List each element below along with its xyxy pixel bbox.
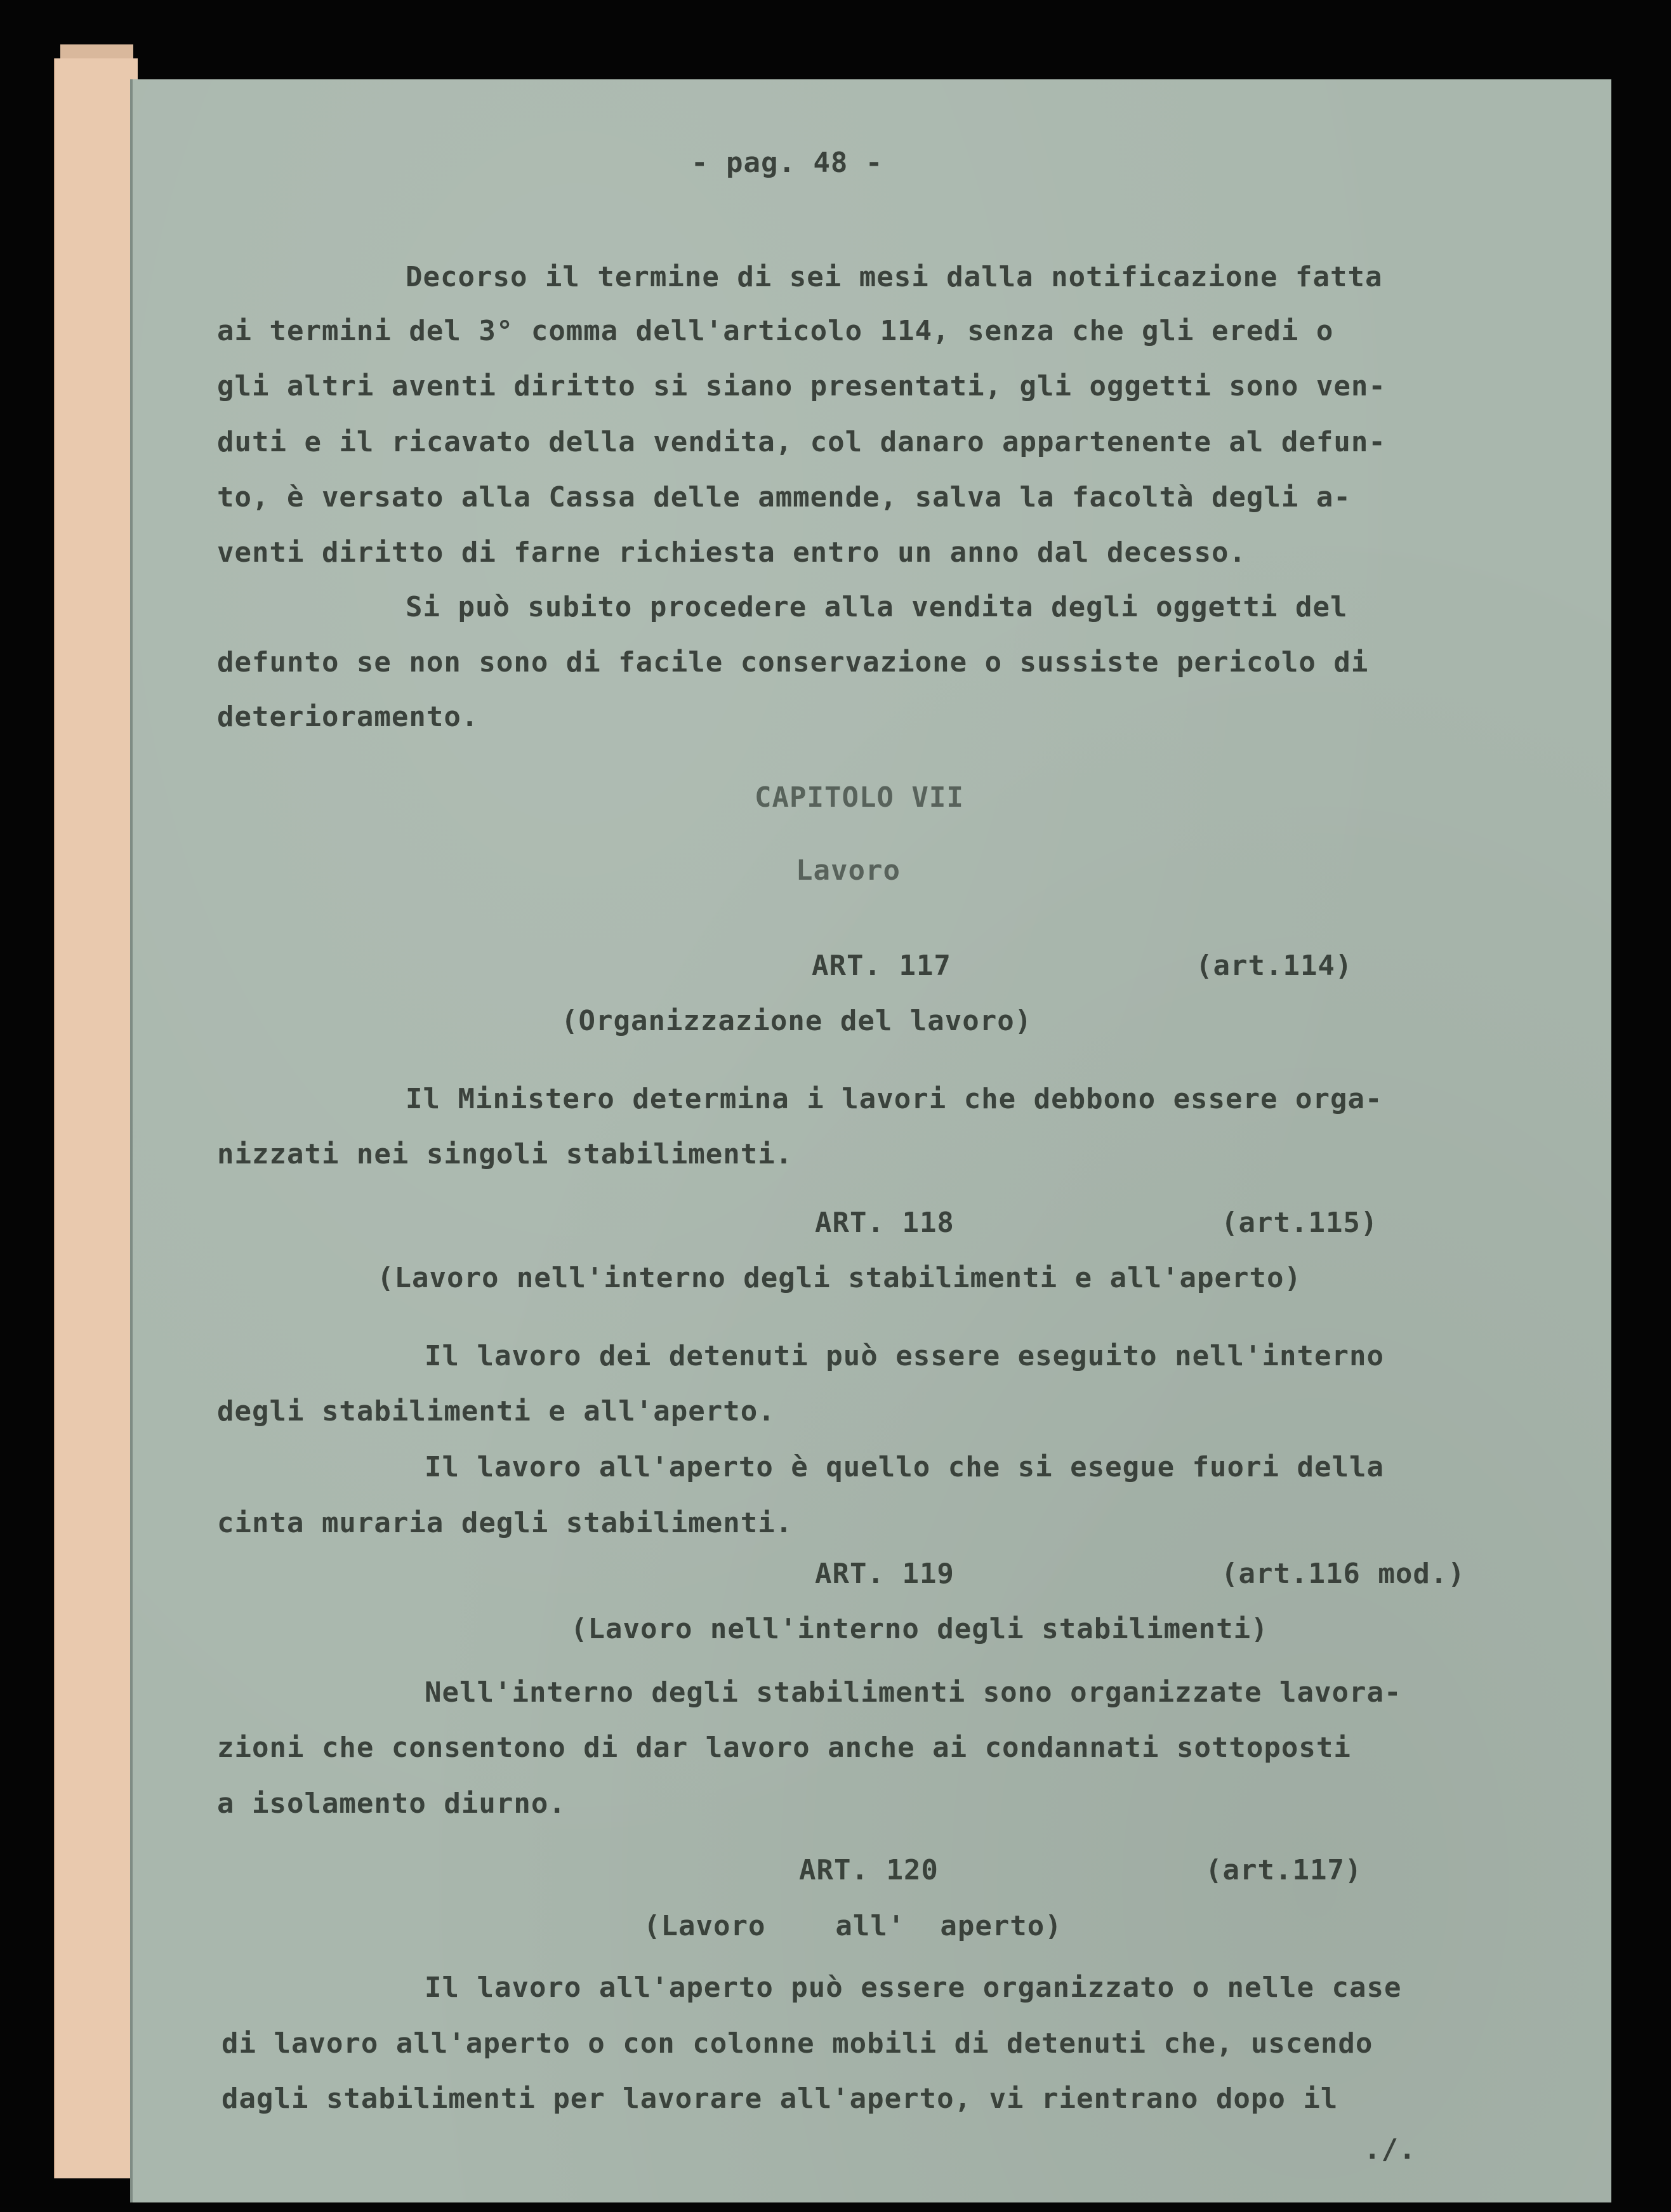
paragraph-1-line-2: ai termini del 3° comma dell'articolo 114, senza che gli eredi o — [217, 315, 1334, 347]
article-119-heading: ART. 119 — [815, 1558, 954, 1590]
page-number-header: - pag. 48 - — [691, 147, 883, 179]
article-119-body-line-1: Nell'interno degli stabilimenti sono organizzate lavora- — [425, 1676, 1402, 1709]
article-118-body-line-1: Il lavoro dei detenuti può essere eseguito nell'interno — [425, 1340, 1384, 1372]
paragraph-1-line-3: gli altri aventi diritto si siano presentati, gli oggetti sono ven- — [217, 370, 1386, 402]
article-120-body-line-1: Il lavoro all'aperto può essere organizzato o nelle case — [425, 1971, 1402, 2004]
article-117-body-line-1: Il Ministero determina i lavori che debbono essere orga- — [406, 1083, 1383, 1115]
article-120-ref: (art.117) — [1205, 1854, 1363, 1886]
backing-sheet — [54, 58, 138, 2178]
paragraph-2-line-1: Si può subito procedere alla vendita degli oggetti del — [406, 591, 1348, 623]
article-120-heading: ART. 120 — [799, 1854, 939, 1886]
article-117-body-line-2: nizzati nei singoli stabilimenti. — [217, 1138, 793, 1170]
paragraph-1-line-4: duti e il ricavato della vendita, col danaro appartenente al defun- — [217, 426, 1386, 458]
article-118-body-line-3: Il lavoro all'aperto è quello che si esegue fuori della — [425, 1451, 1384, 1483]
article-118-ref: (art.115) — [1221, 1207, 1378, 1239]
article-117-ref: (art.114) — [1196, 950, 1353, 982]
typewritten-page — [130, 79, 1611, 2202]
article-117-title: (Organizzazione del lavoro) — [561, 1005, 1033, 1037]
continuation-mark: ./. — [1364, 2133, 1417, 2166]
article-120-body-line-3: dagli stabilimenti per lavorare all'aperto, vi rientrano dopo il — [221, 2083, 1338, 2115]
paragraph-2-line-3: deterioramento. — [217, 701, 479, 733]
article-119-ref: (art.116 mod.) — [1221, 1558, 1465, 1590]
article-119-body-line-3: a isolamento diurno. — [217, 1787, 566, 1820]
article-118-title: (Lavoro nell'interno degli stabilimenti e all'aperto) — [377, 1262, 1302, 1294]
article-117-heading: ART. 117 — [812, 950, 951, 982]
article-119-title: (Lavoro nell'interno degli stabilimenti) — [571, 1613, 1269, 1645]
chapter-number: CAPITOLO VII — [755, 781, 964, 814]
paragraph-1-line-6: venti diritto di farne richiesta entro un anno dal decesso. — [217, 536, 1246, 569]
chapter-title: Lavoro — [796, 854, 901, 887]
article-118-body-line-2: degli stabilimenti e all'aperto. — [217, 1395, 776, 1427]
article-120-title: (Lavoro all' aperto) — [644, 1910, 1062, 1942]
page-text — [133, 79, 1611, 2202]
article-119-body-line-2: zioni che consentono di dar lavoro anche ai condannati sottoposti — [217, 1732, 1351, 1764]
article-118-heading: ART. 118 — [815, 1207, 954, 1239]
article-120-body-line-2: di lavoro all'aperto o con colonne mobili di detenuti che, uscendo — [221, 2027, 1373, 2060]
article-118-body-line-4: cinta muraria degli stabilimenti. — [217, 1507, 793, 1539]
paragraph-1-line-5: to, è versato alla Cassa delle ammende, salva la facoltà degli a- — [217, 481, 1351, 513]
paragraph-2-line-2: defunto se non sono di facile conservazione o sussiste pericolo di — [217, 646, 1369, 679]
paragraph-1-line-1: Decorso il termine di sei mesi dalla notificazione fatta — [406, 261, 1383, 293]
